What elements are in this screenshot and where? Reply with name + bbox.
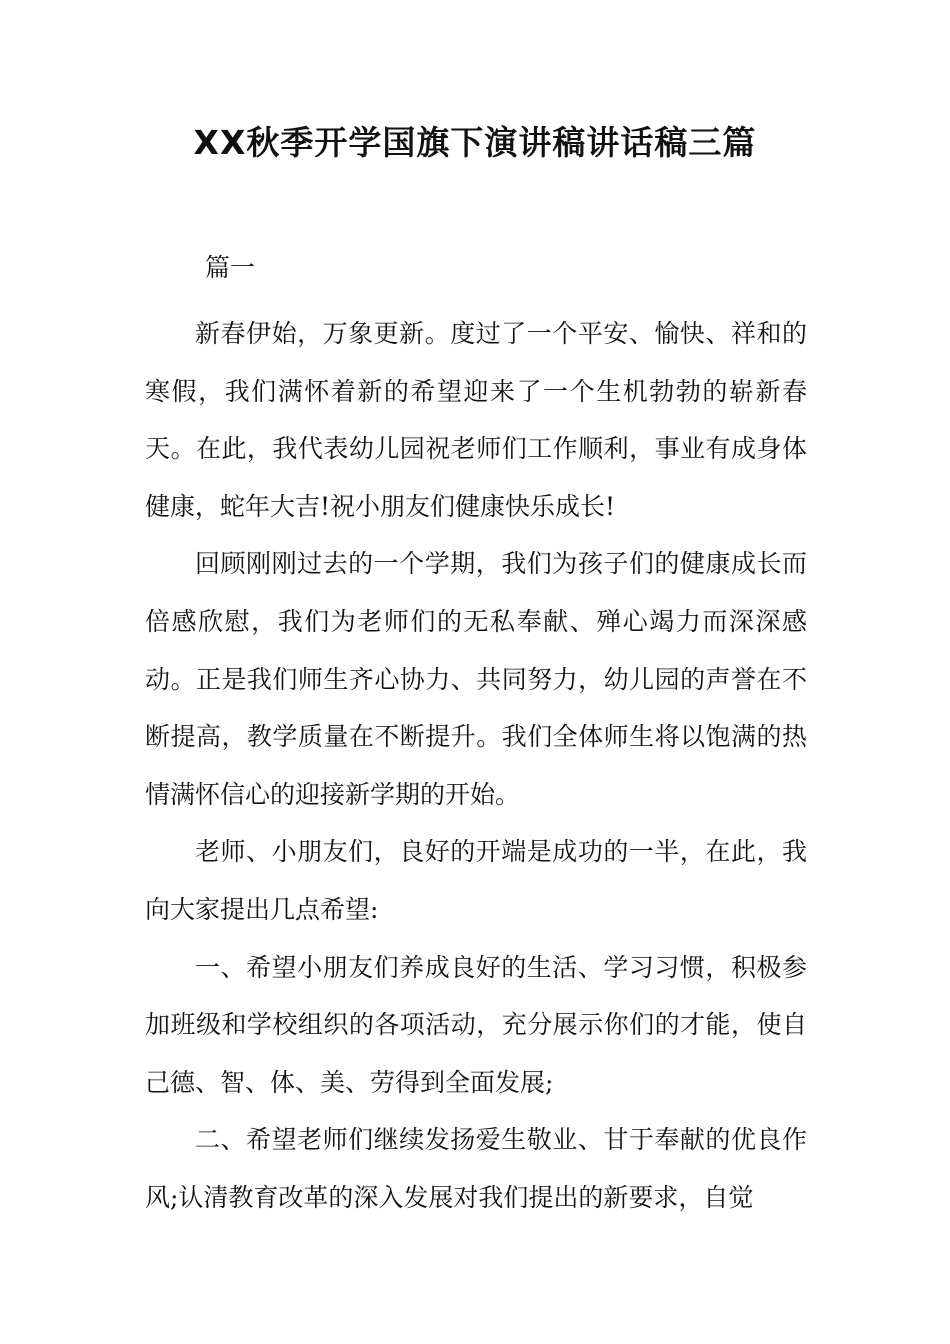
paragraph: 二、希望老师们继续发扬爱生敬业、甘于奉献的优良作风;认清教育改革的深入发展对我们提出的新要求，自觉 xyxy=(145,1125,807,1212)
paragraph: 回顾刚刚过去的一个学期，我们为孩子们的健康成长而倍感欣慰，我们为老师们的无私奉献、殚心竭力而深深感动。正是我们师生齐心协力、共同努力，幼儿园的声誉在不断提高，教学质量在不断提升。我们全体师生将以饱满的热情满怀信心的迎接新学期的开始。 xyxy=(145,549,807,809)
section-label: 篇一 xyxy=(205,253,256,282)
document-body xyxy=(145,305,807,1227)
document-title: XX秋季开学国旗下演讲稿讲话稿三篇 xyxy=(193,123,757,162)
paragraph: 新春伊始，万象更新。度过了一个平安、愉快、祥和的寒假，我们满怀着新的希望迎来了一个生机勃勃的崭新春天。在此，我代表幼儿园祝老师们工作顺利，事业有成身体健康，蛇年大吉!祝小朋友们健康快乐成长! xyxy=(145,319,807,521)
paragraph: 一、希望小朋友们养成良好的生活、学习习惯，积极参加班级和学校组织的各项活动，充分展示你们的才能，使自己德、智、体、美、劳得到全面发展; xyxy=(145,952,807,1097)
paragraph: 老师、小朋友们，良好的开端是成功的一半，在此，我向大家提出几点希望: xyxy=(145,837,807,924)
